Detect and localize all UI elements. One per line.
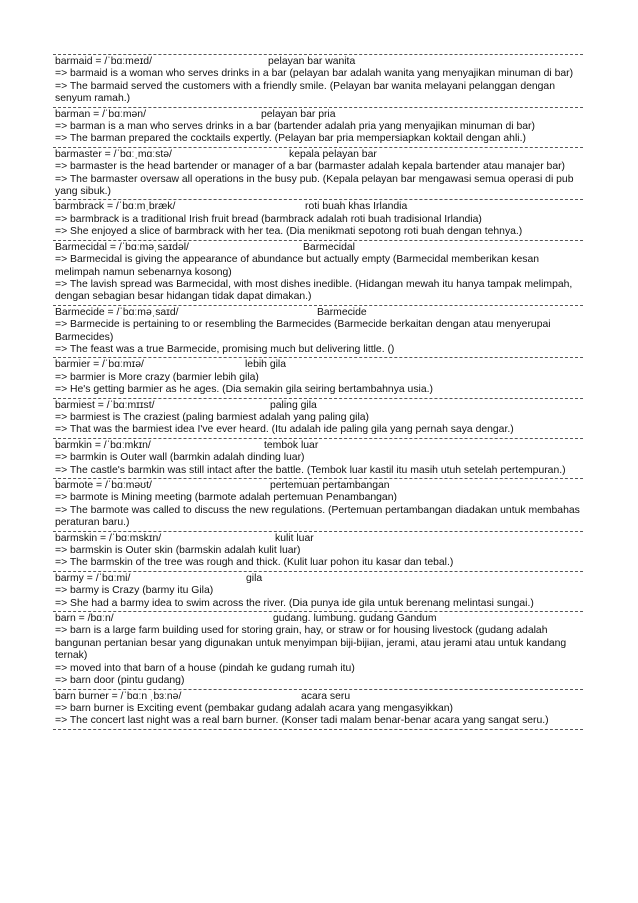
dictionary-entry-barman <box>53 107 583 147</box>
translation: kulit luar <box>275 532 314 544</box>
dictionary-entry-barmkin <box>53 438 583 478</box>
entry-head <box>55 691 581 703</box>
headword: barmkin = /ˈbɑːmkɪn/ <box>55 439 151 451</box>
translation: Barmecidal <box>303 241 355 253</box>
entry-line: => She enjoyed a slice of barmbrack with her tea. (Dia menikmati sepotong roti buah dengan tehnya.) <box>55 226 523 238</box>
translation: roti buah khas Irlandia <box>305 201 408 213</box>
entry-line: => The barmskin of the tree was rough and thick. (Kulit luar pohon itu kasar dan tebal.) <box>55 557 454 569</box>
entry-line: => barman is a man who serves drinks in a bar (bartender adalah pria yang menyajikan minuman di bar) <box>55 121 535 133</box>
entry-line: => She had a barmy idea to swim across the river. (Dia punya ide gila untuk berenang melintasi sungai.) <box>55 597 534 609</box>
entry-head <box>55 201 581 213</box>
entry-line: => The castle's barmkin was still intact after the battle. (Tembok luar kastil itu masih utuh setelah pertempuran.) <box>55 464 566 476</box>
entry-line: => The barmaid served the customers with a friendly smile. (Pelayan bar wanita melayani pelanggan dengan senyum ramah.) <box>55 80 555 105</box>
entry-line: => Barmecide is pertaining to or resembling the Barmecides (Barmecide berkaitan dengan atau menyerupai Barmecides) <box>55 319 551 343</box>
entry-line: => The concert last night was a real barn burner. (Konser tadi malam benar-benar acara yang sangat seru.) <box>55 715 549 727</box>
entry-line: => barmaid is a woman who serves drinks in a bar (pelayan bar adalah wanita yang menyajikan minuman di bar) <box>55 68 574 80</box>
entry-line: => barmiest is The craziest (paling barmiest adalah yang paling gila) <box>55 411 370 423</box>
entry-line: => The feast was a true Barmecide, promising much but delivering little. () <box>55 343 395 355</box>
entry-head <box>55 400 581 412</box>
dictionary-page <box>53 54 583 730</box>
entry-head <box>55 109 581 121</box>
entry-head <box>55 242 581 254</box>
entry-head <box>55 149 581 161</box>
dictionary-entry-barn <box>53 611 583 688</box>
entry-head <box>55 359 581 371</box>
entry-line: => barmote is Mining meeting (barmote adalah pertemuan Penambangan) <box>55 492 397 504</box>
entry-line: => barn is a large farm building used for storing grain, hay, or straw or for housing livestock (gudang adalah bangunan pertanian besar yang digunakan untuk menyimpan biji-bijian, jerami, atau jerami atau untuk kandang ternak) <box>55 625 567 662</box>
dictionary-entry-barmaid <box>53 54 583 107</box>
headword: barmaster = /ˈbɑːˌmɑːstə/ <box>55 148 172 160</box>
entry-line: => He's getting barmier as he ages. (Dia semakin gila seiring bertambahnya usia.) <box>55 384 433 396</box>
translation: acara seru <box>301 690 351 702</box>
entry-line: => The lavish spread was Barmecidal, with most dishes inedible. (Hidangan mewah itu hanya tampak melimpah, dengan sebagian besar hidangan tidak dapat dimakan.) <box>55 278 573 303</box>
entry-line: => barn burner is Exciting event (pembakar gudang adalah acara yang mengasyikkan) <box>55 702 453 714</box>
translation: Barmecide <box>317 306 367 318</box>
translation: gudang. lumbung. gudang Gandum <box>273 613 437 625</box>
entry-head <box>55 480 581 492</box>
dictionary-entry-barmaster <box>53 147 583 200</box>
translation: gila <box>246 572 263 584</box>
headword: barn = /bɑːn/ <box>55 613 114 625</box>
dictionary-entry-barn-burner <box>53 689 583 730</box>
translation: lebih gila <box>245 359 287 371</box>
entry-line: => The barmote was called to discuss the new regulations. (Pertemuan pertambangan diadakan untuk membahas peraturan baru.) <box>55 504 580 529</box>
translation: pertemuan pertambangan <box>270 480 390 491</box>
entry-line: => barmbrack is a traditional Irish fruit bread (barmbrack adalah roti buah tradisional Irlandia) <box>55 213 482 225</box>
entry-head <box>55 307 581 319</box>
entry-line: => That was the barmiest idea I've ever heard. (Itu adalah ide paling gila yang pernah saya dengar.) <box>55 424 514 436</box>
dictionary-entry-barmbrack <box>53 199 583 239</box>
entry-head <box>55 613 581 625</box>
entry-line: => barmaster is the head bartender or manager of a bar (barmaster adalah kepala bartender atau manajer bar) <box>55 161 566 173</box>
entry-line: => barmier is More crazy (barmier lebih gila) <box>55 371 259 383</box>
headword: barmiest = /ˈbɑːmɪɪst/ <box>55 399 155 411</box>
translation: paling gila <box>270 399 317 411</box>
translation: tembok luar <box>264 439 319 451</box>
headword: barmote = /ˈbɑːməʊt/ <box>55 480 152 491</box>
entry-line: => barmy is Crazy (barmy itu Gila) <box>55 585 214 597</box>
entry-head <box>55 440 581 452</box>
entry-line: => barn door (pintu gudang) <box>55 675 185 687</box>
headword: barmier = /ˈbɑːmɪə/ <box>55 359 144 371</box>
dictionary-entry-barmiest <box>53 398 583 438</box>
entry-head <box>55 533 581 545</box>
entry-line: => barmskin is Outer skin (barmskin adalah kulit luar) <box>55 545 301 557</box>
headword: Barmecide = /ˈbɑːməˌsaɪd/ <box>55 306 179 318</box>
translation: pelayan bar pria <box>261 108 336 120</box>
headword: barman = /ˈbɑːmən/ <box>55 108 146 120</box>
translation: pelayan bar wanita <box>268 56 356 67</box>
entry-line: => Barmecidal is giving the appearance of abundance but actually empty (Barmecidal memberikan kesan melimpah namun sebenarnya kosong) <box>55 254 540 278</box>
dictionary-entry-barmy <box>53 571 583 611</box>
headword: barmaid = /ˈbɑːmeɪd/ <box>55 56 152 67</box>
entry-head <box>55 56 581 68</box>
headword: Barmecidal = /ˈbɑːməˌsaɪdəl/ <box>55 241 189 253</box>
headword: barmbrack = /ˈbɑːmˌbræk/ <box>55 201 176 213</box>
entry-line: => The barman prepared the cocktails expertly. (Pelayan bar pria mempersiapkan koktail dengan ahli.) <box>55 133 526 145</box>
headword: barmskin = /ˈbɑːmskɪn/ <box>55 532 162 544</box>
dictionary-entry-barmecidal <box>53 240 583 305</box>
dictionary-entry-barmecide <box>53 305 583 358</box>
dictionary-entry-barmote <box>53 478 583 531</box>
entry-line: => The barmaster oversaw all operations in the busy pub. (Kepala pelayan bar mengawasi semua operasi di pub yang sibuk.) <box>55 173 574 198</box>
dictionary-entry-barmskin <box>53 531 583 571</box>
translation: kepala pelayan bar <box>289 148 377 160</box>
entry-head <box>55 573 581 585</box>
dictionary-entry-barmier <box>53 357 583 397</box>
headword: barn burner = /ˈbɑːn ˌbɜːnə/ <box>55 690 182 702</box>
entry-line: => moved into that barn of a house (pindah ke gudang rumah itu) <box>55 662 355 674</box>
headword: barmy = /ˈbɑːmi/ <box>55 572 131 584</box>
entry-line: => barmkin is Outer wall (barmkin adalah dinding luar) <box>55 452 305 464</box>
